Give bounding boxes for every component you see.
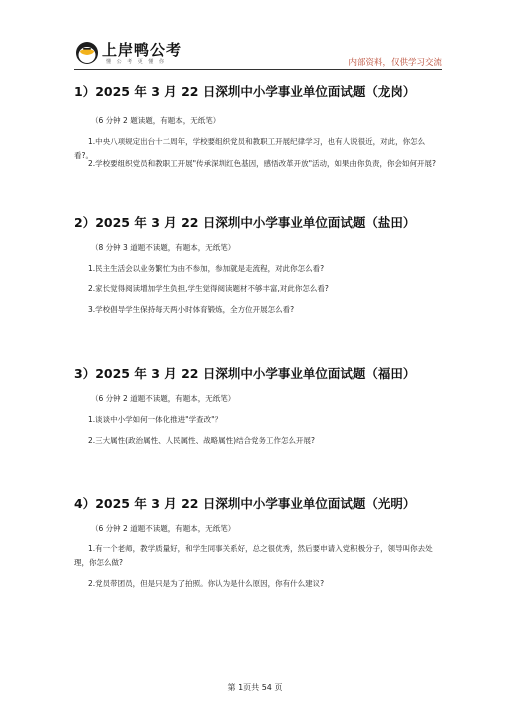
section-title: 2）2025 年 3 月 22 日深圳中小学事业单位面试题（盐田） [74,215,416,230]
section-title: 1）2025 年 3 月 22 日深圳中小学事业单位面试题（龙岗） [74,84,416,99]
question-item: 2.三大属性(政治属性、人民属性、战略属性)结合党务工作怎么开展? [88,436,315,445]
confidential-note: 内部资料，仅供学习交流 [348,58,442,68]
question-item: 1.有一个老师，教学质量好，和学生同事关系好，总之很优秀，然后要申请入党积极分子，领导叫你去处理，你怎么做? [74,544,433,567]
section-note: （6 分钟 2 道题不读题，有题本，无纸笔） [91,524,236,533]
question-item: 1.民主生活会以业务繁忙为由不参加，参加就是走流程，对此你怎么看? [88,264,325,273]
section-title: 4）2025 年 3 月 22 日深圳中小学事业单位面试题（光明） [74,496,416,511]
question-item: 1.中央八项规定出台十二周年，学校要组织党员和教职工开展纪律学习，也有人说很近，对此，你怎么看?。 [74,137,426,160]
question-item: 2.学校要组织党员和教职工开展"传承深圳红色基因，感悟改革开放"活动，如果由你负责，你会如何开展? [88,159,437,168]
logo-title: 上岸鸭公考 [102,41,183,59]
header-divider [74,69,442,70]
section-note: （6 分钟 2 题读题，有题本，无纸笔） [91,116,221,125]
page-header [74,38,442,70]
logo-slogan: 懂 公 考 更 懂 你 [106,59,166,65]
question-item: 3.学校倡导学生保持每天两小时体育锻炼，全方位开展怎么看? [88,305,295,314]
question-item: 1.谈谈中小学如何一体化推进"学查改"？ [88,415,223,424]
duck-logo-icon [74,38,100,66]
page-number: 第 1页共 54 页 [227,683,283,692]
question-item: 2.党员带团员，但是只是为了拍照。你认为是什么原因，你有什么建议? [88,579,325,588]
question-item: 2.家长觉得阅读增加学生负担,学生觉得阅读题材不够丰富,对此你怎么看? [88,284,329,293]
section-title: 3）2025 年 3 月 22 日深圳中小学事业单位面试题（福田） [74,366,416,381]
section-note: （6 分钟 2 道题不读题，有题本，无纸笔） [91,394,236,403]
section-note: （8 分钟 3 道题不读题，有题本，无纸笔） [91,243,236,252]
brand-logo [74,38,214,68]
